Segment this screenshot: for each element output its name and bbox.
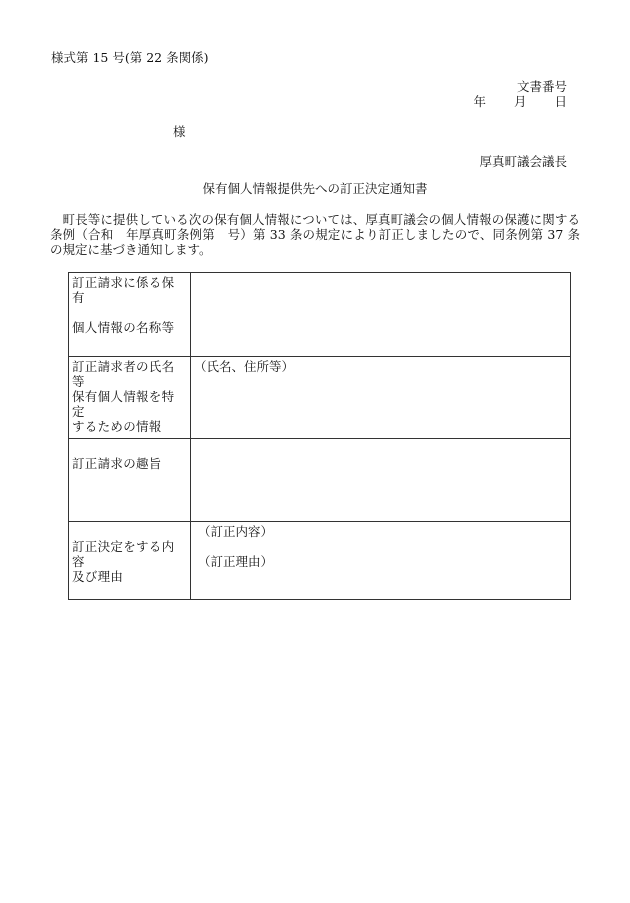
form-number: 様式第 15 号(第 22 条関係) xyxy=(51,50,209,65)
label-decision-line1: 訂正決定をする内容 xyxy=(72,539,175,569)
value-purpose xyxy=(191,439,571,522)
date-day: 日 xyxy=(554,94,567,109)
label-record-name xyxy=(69,273,191,357)
value-decision-content: （訂正内容） xyxy=(198,524,274,539)
date-year: 年 xyxy=(473,94,486,109)
table-row-record-name xyxy=(69,273,571,357)
recipient-honorific: 様 xyxy=(173,124,186,139)
value-requester xyxy=(191,357,571,439)
label-decision xyxy=(69,522,191,600)
body-paragraph xyxy=(50,212,580,257)
value-requester-hint: （氏名、住所等） xyxy=(194,359,295,374)
label-requester-line2: 保有個人情報を特定 xyxy=(72,389,175,419)
table-row-purpose xyxy=(69,439,571,522)
label-requester-line1: 訂正請求者の氏名等 xyxy=(72,359,175,389)
info-table xyxy=(68,272,571,600)
date-month: 月 xyxy=(513,94,527,109)
value-decision xyxy=(191,522,571,600)
document-number-label: 文書番号 xyxy=(516,79,567,94)
label-purpose-text: 訂正請求の趣旨 xyxy=(72,456,162,471)
label-decision-line2: 及び理由 xyxy=(72,569,124,584)
label-requester xyxy=(69,357,191,439)
date-line xyxy=(473,96,567,109)
table-row-decision xyxy=(69,522,571,600)
value-record-name xyxy=(191,273,571,357)
label-requester-line3: するための情報 xyxy=(72,419,162,434)
label-purpose xyxy=(69,439,191,522)
issuer-name: 厚真町議会議長 xyxy=(479,154,567,169)
table-row-requester xyxy=(69,357,571,439)
body-text: 町長等に提供している次の保有個人情報については、厚真町議会の個人情報の保護に関する条例（合和 年厚真町条例第 号）第 33 条の規定により訂正しましたので、同条例第 37 条の規定に基づき通知します。 xyxy=(50,212,580,257)
document-title: 保有個人情報提供先への訂正決定通知書 xyxy=(202,181,428,196)
value-decision-reason: （訂正理由） xyxy=(198,554,274,569)
label-record-name-line1: 訂正請求に係る保有 xyxy=(72,275,175,305)
label-record-name-line2: 個人情報の名称等 xyxy=(72,320,175,335)
